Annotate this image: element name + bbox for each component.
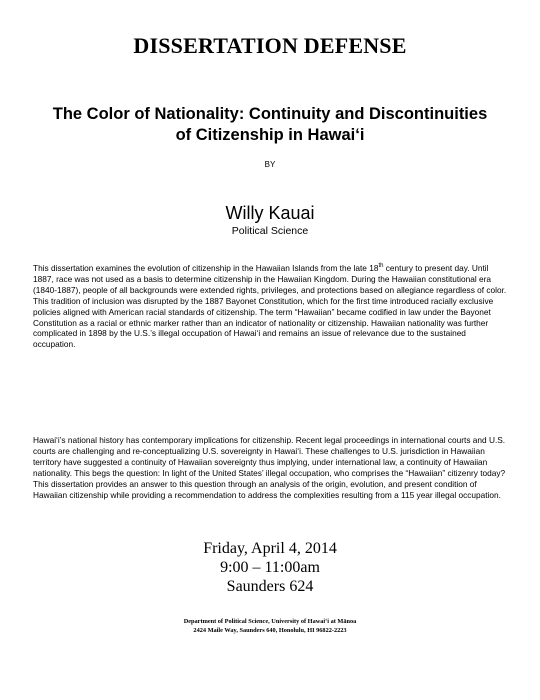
flyer-heading: DISSERTATION DEFENSE	[133, 33, 407, 58]
dissertation-title-line-2: of Citizenship in Hawai‘i	[175, 126, 365, 144]
event-location: Saunders 624	[226, 578, 314, 595]
abstract-p1-text-end: century to present day. Until 1887, race was not used as a basis to determine citizenship in the Hawaiian Kingdom. During the Hawaiian constitutional era (1840-1887), people of all backgrounds were extended rights, privileges, and protections based on allegiance regardless of color. This tradition of inclusion was disrupted by the 1887 Bayonet Constitution, which for the first time introduced racially exclusive policies aligned with American racial standards of citizenship. The term “Hawaiian” became codified in law under the Bayonet Constitution as a racial or ethnic marker rather than an indicator of nationality or citizenship. Hawaiian nationality was further complicated in 1898 by the U.S.’s illegal occupation of Hawai‘i and remains an issue of relevance due to the sustained occupation.	[33, 263, 507, 350]
footer-department-line: Department of Political Science, University of Hawai‘i at Mānoa	[183, 618, 357, 625]
dissertation-title-line-1: The Color of Nationality: Continuity and Discontinuities	[52, 105, 488, 123]
event-time: 9:00 – 11:00am	[220, 559, 320, 576]
abstract-paragraph-1	[33, 263, 510, 350]
dissertation-title	[20, 104, 520, 146]
abstract-p1-text-start: This dissertation examines the evolution of citizenship in the Hawaiian Islands from the late 18	[33, 263, 379, 273]
abstract-paragraph-2: Hawai‘i’s national history has contemporary implications for citizenship. Recent legal proceedings in international courts and U.S. courts are challenging and re-conceptualizing U.S. sovereignty in Hawai‘i. These challenges to U.S. jurisdiction in Hawaiian territory have suggested a continuity of Hawaiian sovereignty thus implying, under international law, a continuity of Hawaiian nationality. This begs the question: In light of the United States’ illegal occupation, who comprises the “Hawaiian” citizenry today? This dissertation provides an answer to this question through an analysis of the origin, evolution, and present condition of Hawaiian citizenship while providing a recommendation to address the complexities resulting from a 115 year illegal occupation.	[33, 435, 506, 500]
footer-address-line: 2424 Maile Way, Saunders 640, Honolulu, HI 96822-2223	[193, 627, 347, 634]
author-name: Willy Kauai	[225, 203, 315, 223]
event-date: Friday, April 4, 2014	[203, 540, 337, 557]
author-department: Political Science	[231, 225, 309, 237]
abstract-p1-superscript: th	[378, 263, 384, 270]
by-label: BY	[264, 160, 276, 169]
